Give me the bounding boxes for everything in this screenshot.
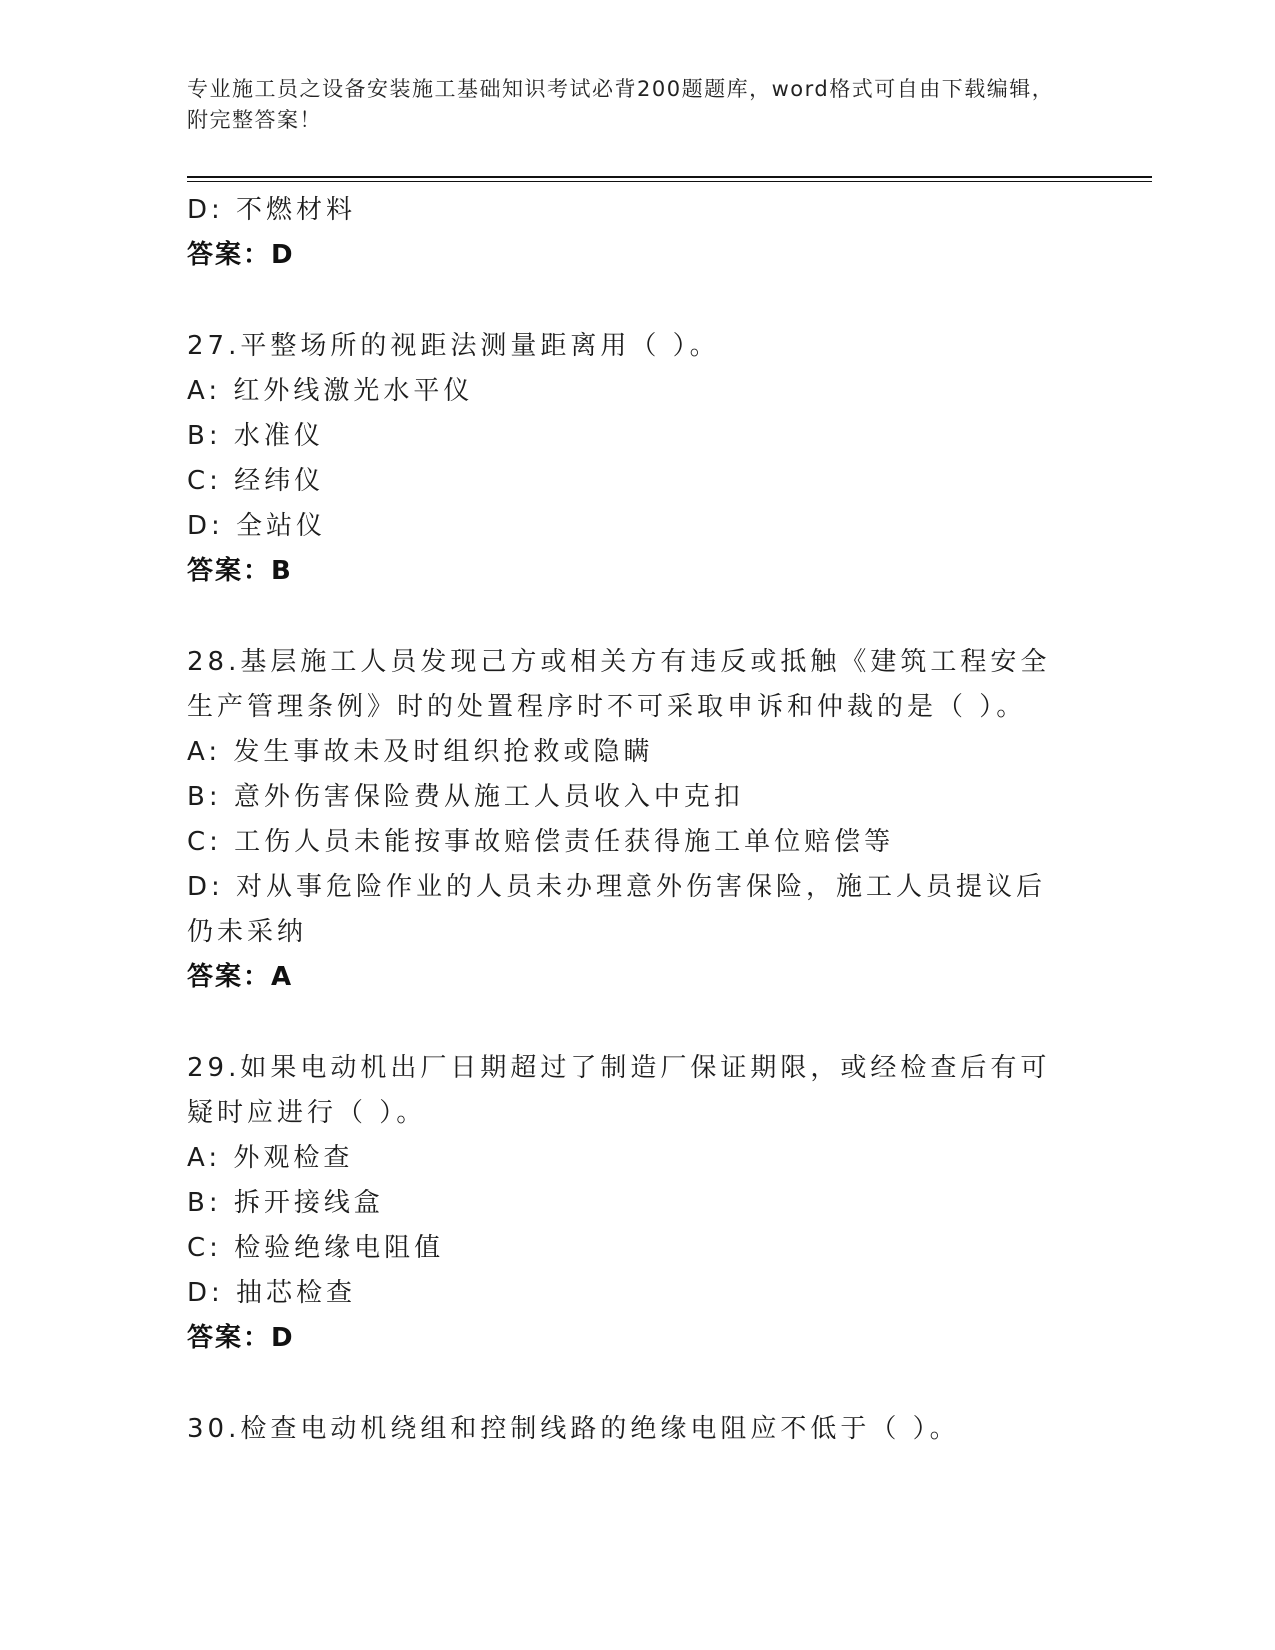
question-content [187,188,1087,1452]
question-28 [187,640,1087,1000]
option-c: C: 检验绝缘电阻值 [187,1233,445,1263]
header-rule-thin [187,181,1152,182]
option-a: A: 外观检查 [187,1143,354,1173]
question-stem: 28.基层施工人员发现己方或相关方有违反或抵触《建筑工程安全生产管理条例》时的处置程序时不可采取申诉和仲裁的是（ ）。 [187,647,1051,722]
document-header: 专业施工员之设备安装施工基础知识考试必背200题题库，word格式可自由下载编辑，附完整答案！ [187,77,1055,132]
question-stem: 29.如果电动机出厂日期超过了制造厂保证期限，或经检查后有可疑时应进行（ ）。 [187,1053,1051,1128]
option-b: B: 拆开接线盒 [187,1188,384,1218]
question-answer: 答案：A [187,962,294,992]
option-c: C: 经纬仪 [187,466,325,496]
question-answer: 答案：D [187,1323,295,1353]
option-b: B: 水准仪 [187,421,324,451]
option-b: B: 意外伤害保险费从施工人员收入中克扣 [187,782,744,812]
question-30 [187,1407,1087,1452]
question-answer: 答案：B [187,556,293,586]
question-stem: 30.检查电动机绕组和控制线路的绝缘电阻应不低于（ ）。 [187,1414,960,1444]
option-a: A: 发生事故未及时组织抢救或隐瞒 [187,737,654,767]
continuation-option-d: D: 不燃材料 [187,195,357,225]
option-a: A: 红外线激光水平仪 [187,376,474,406]
option-d: D: 对从事危险作业的人员未办理意外伤害保险，施工人员提议后仍未采纳 [187,872,1047,947]
option-d: D: 全站仪 [187,511,327,541]
question-29 [187,1046,1087,1361]
continuation-answer: 答案：D [187,240,295,270]
header-rule-thick [187,176,1152,178]
option-d: D: 抽芯检查 [187,1278,357,1308]
option-c: C: 工伤人员未能按事故赔偿责任获得施工单位赔偿等 [187,827,895,857]
question-stem: 27.平整场所的视距法测量距离用（ ）。 [187,331,720,361]
question-27 [187,324,1087,594]
